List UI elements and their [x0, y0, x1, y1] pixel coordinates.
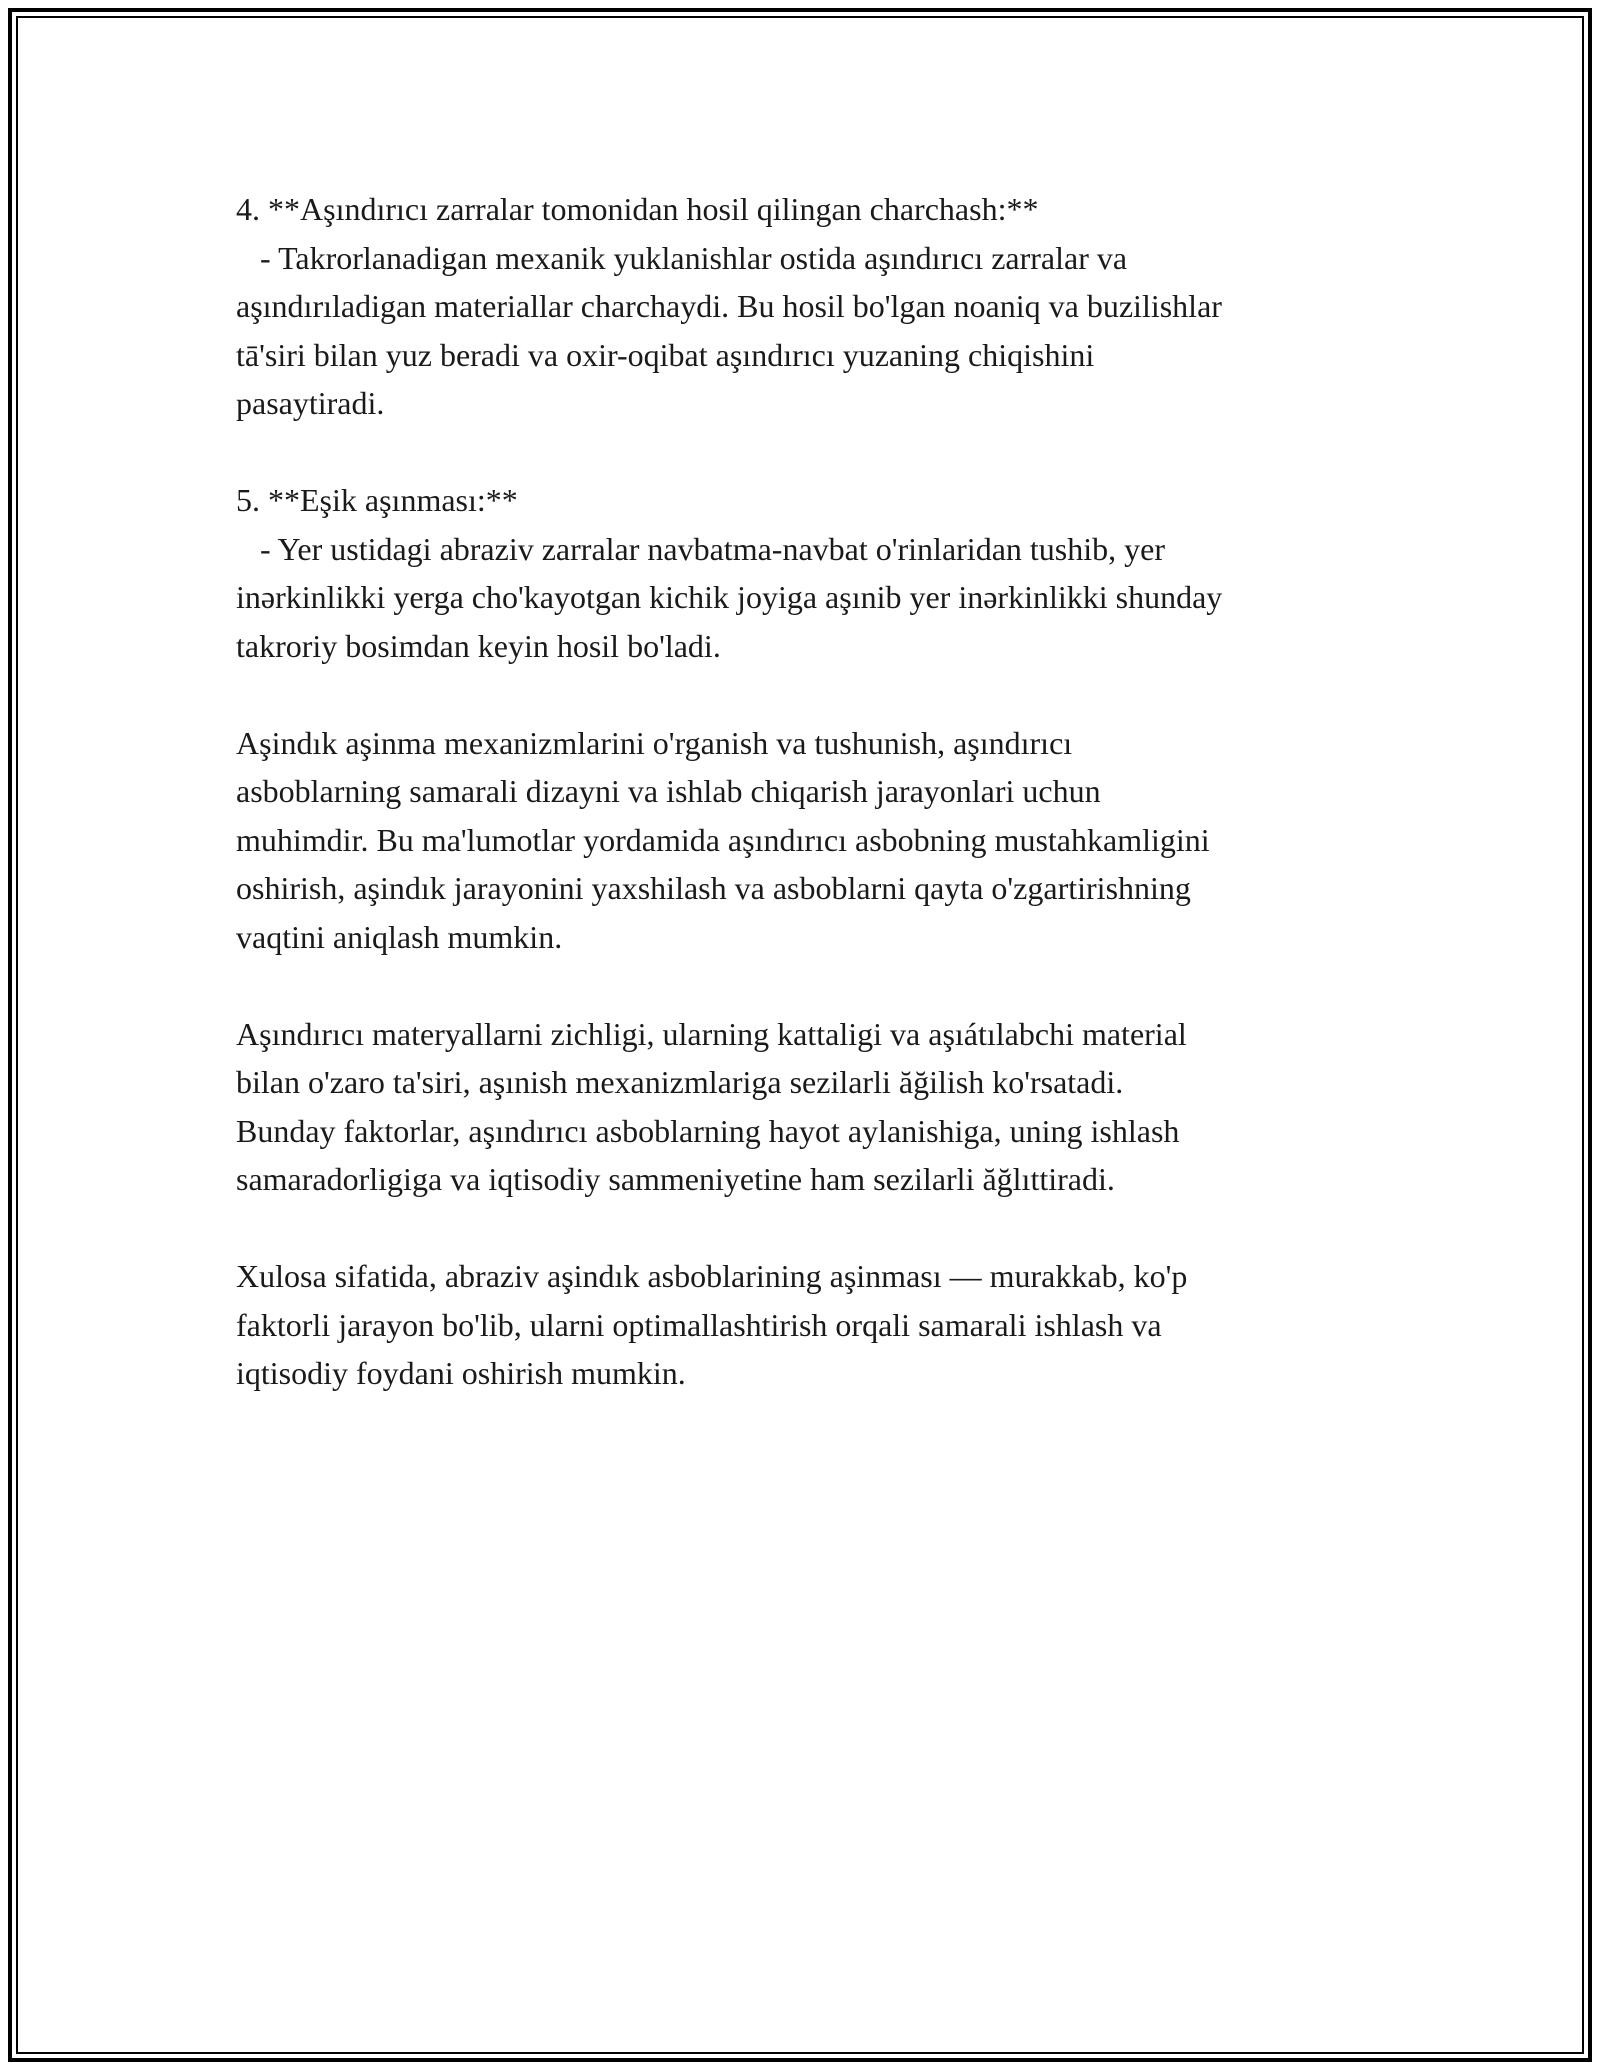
paragraph-line: pasaytiradi. [236, 385, 385, 421]
paragraph-line: tā'siri bilan yuz beradi va oxir-oqibat aşındırıcı yuzaning chiqishini [236, 336, 1095, 373]
paragraph-line: bilan o'zaro ta'siri, aşınish mexanizmlariga sezilarli ăğilish ko'rsatadi. [236, 1064, 1124, 1100]
paragraph-line: Bunday faktorlar, aşındırıcı asboblarning hayot aylanishiga, uning ishlash [236, 1112, 1180, 1149]
paragraph-line: takroriy bosimdan keyin hosil bo'ladi. [236, 627, 721, 664]
paragraph-line: aşındırıladigan materiallar charchaydi. Bu hosil bo'lgan noaniq va buzilishlar [236, 288, 1222, 324]
paragraph-conclusion [236, 1252, 1376, 1398]
paragraph-line: inərkinlikki yerga cho'kayotgan kichik joyiga aşınib yer inərkinlikki shunday [236, 579, 1223, 615]
paragraph-line: - Takrorlanadigan mexanik yuklanishlar ostida aşındırıcı zarralar va [236, 239, 1128, 276]
paragraph-line: samaradorligiga va iqtisodiy sammeniyetine ham sezilarli ăğlıttiradi. [236, 1161, 1115, 1197]
paragraph-line: oshirish, aşindık jarayonini yaxshilash va asboblarni qayta o'zgartirishning [236, 870, 1191, 906]
section-fatigue [236, 185, 1376, 428]
paragraph-line: vaqtini aniqlash mumkin. [236, 918, 563, 955]
paragraph-line: Aşindık aşinma mexanizmlarini o'rganish va tushunish, aşındırıcı [236, 724, 1073, 761]
paragraph-factors [236, 1010, 1376, 1204]
paragraph-line: iqtisodiy foydani oshirish mumkin. [236, 1355, 686, 1391]
section-heading: 4. **Aşındırıcı zarralar tomonidan hosil qilingan charchash:** [236, 191, 1039, 227]
paragraph-line: muhimdir. Bu ma'lumotlar yordamida aşındırıcı asbobning mustahkamligini [236, 821, 1210, 858]
paragraph-line: asboblarning samarali dizayni va ishlab chiqarish jarayonlari uchun [236, 773, 1101, 809]
paragraph-line: Aşındırıcı materyallarni zichligi, ularning kattaligi va aşıátılabchi material [236, 1015, 1187, 1052]
paragraph-line: faktorli jarayon bo'lib, ularni optimallashtirish orqali samarali ishlash va [236, 1306, 1162, 1343]
paragraph-line: - Yer ustidagi abraziv zarralar navbatma-navbat o'rinlaridan tushib, yer [236, 530, 1165, 567]
section-threshold-wear [236, 476, 1376, 670]
paragraph-line: Xulosa sifatida, abraziv aşindık asboblarining aşinması — murakkab, ko'p [236, 1258, 1188, 1294]
paragraph-importance [236, 719, 1376, 962]
document-body [236, 185, 1376, 1446]
section-heading: 5. **Eşik aşınması:** [236, 482, 518, 518]
